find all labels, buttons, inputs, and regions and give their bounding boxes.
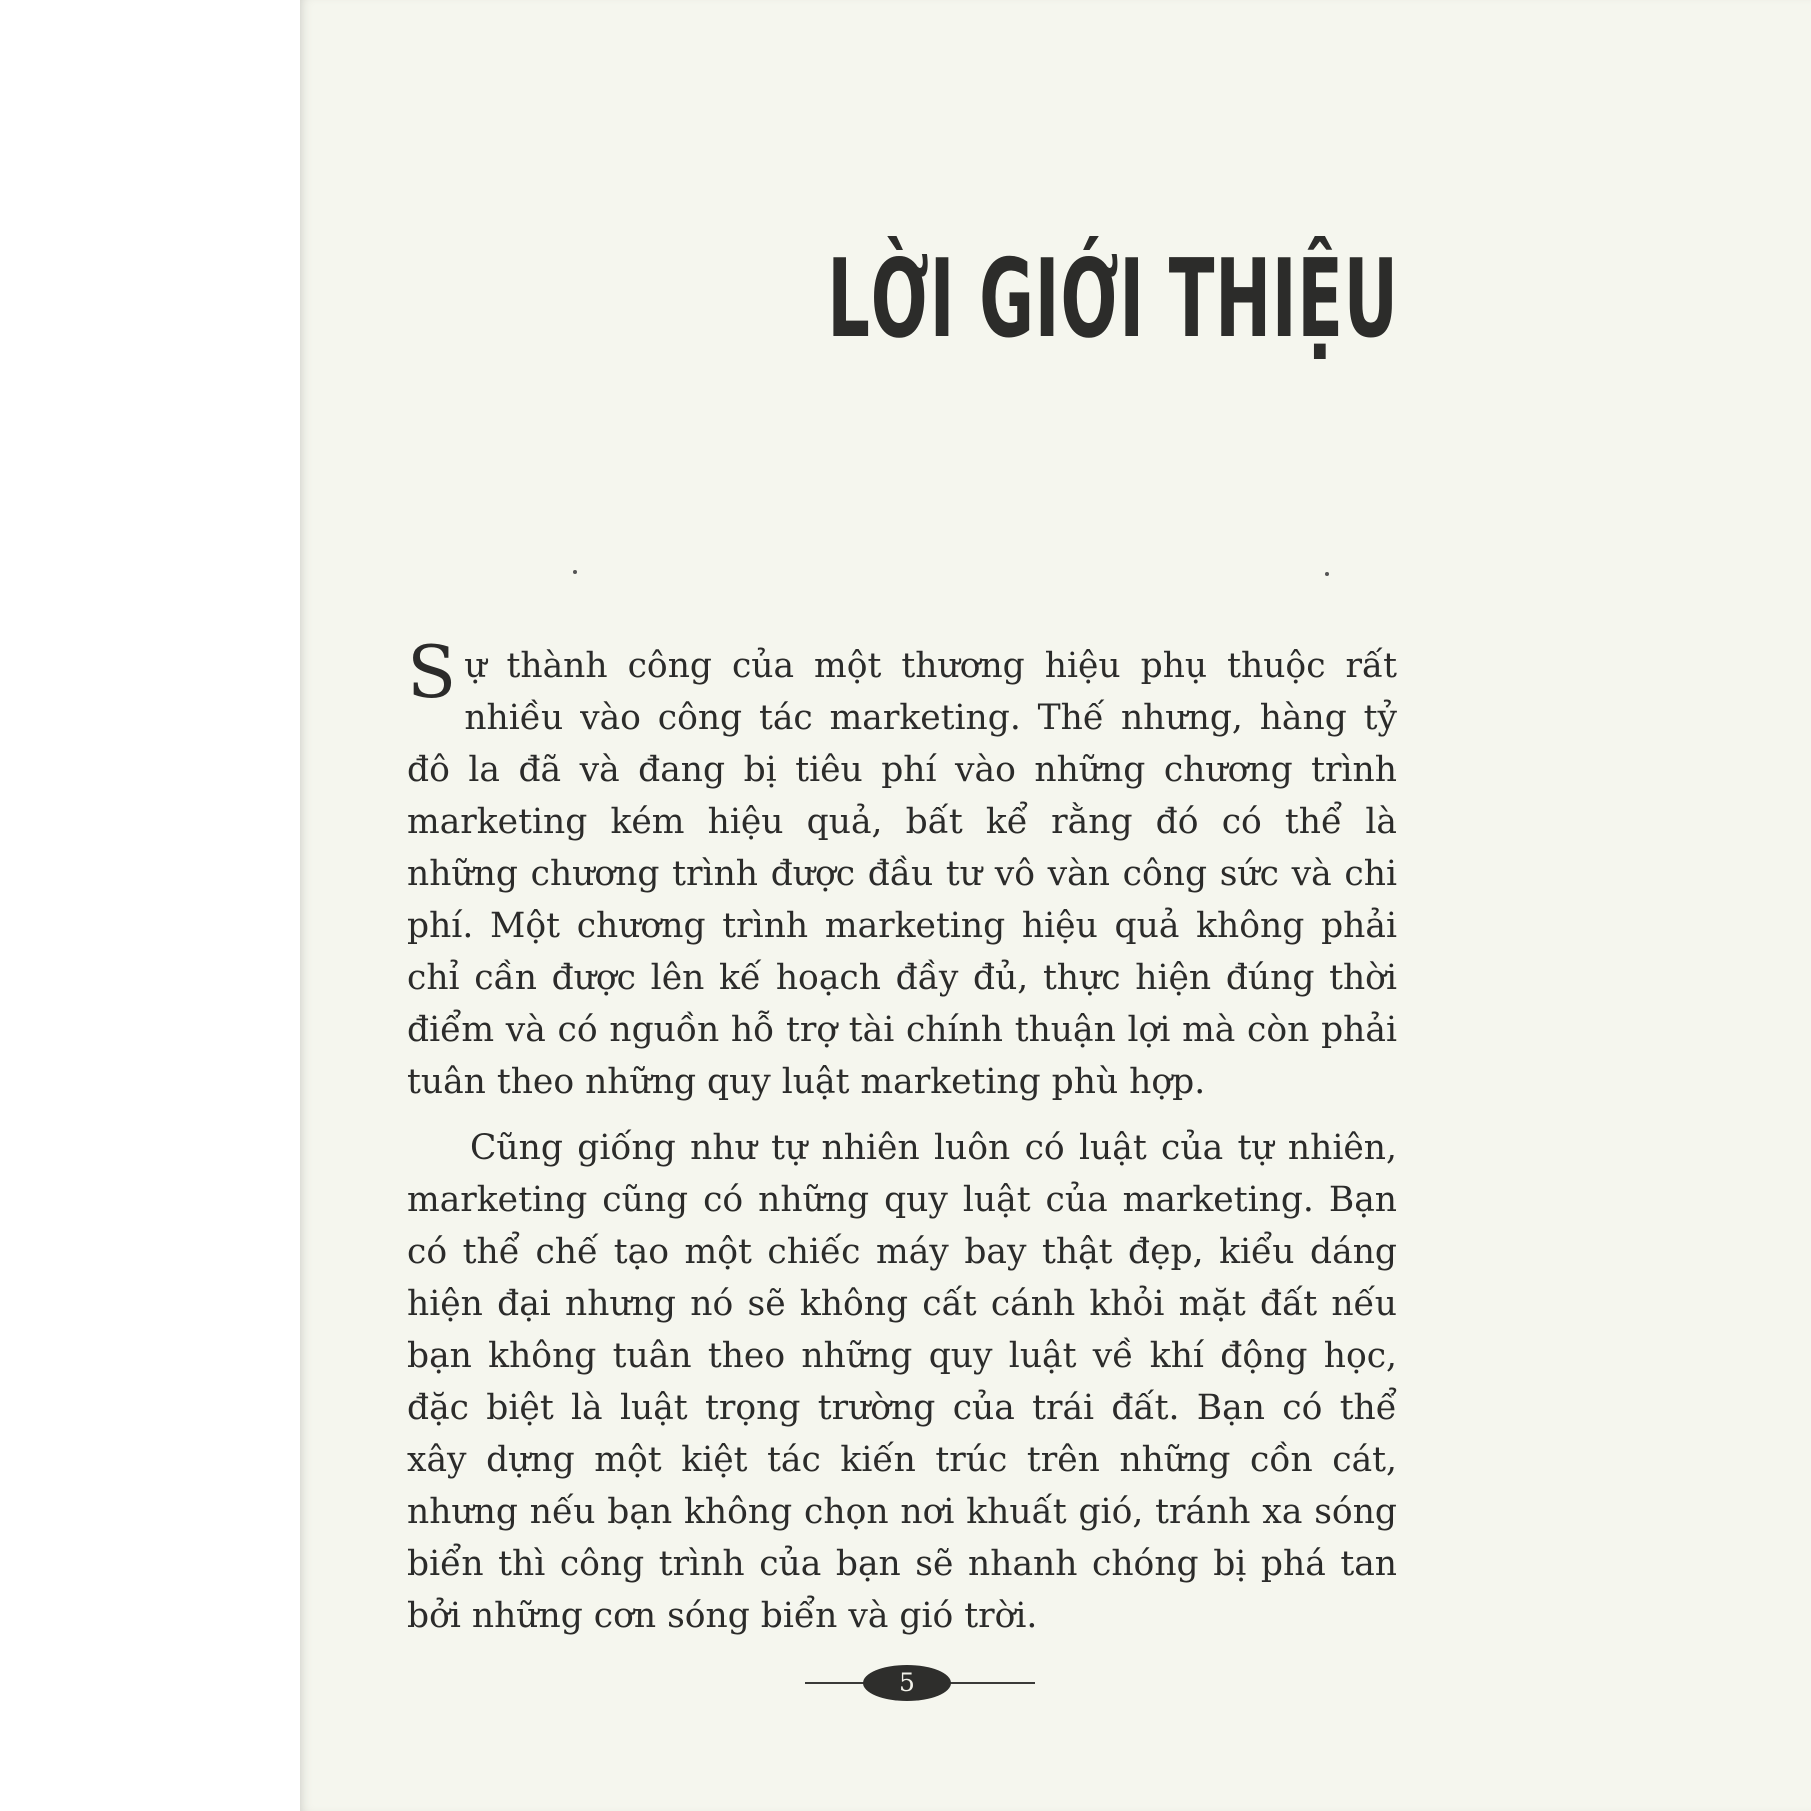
paragraph-1 (407, 630, 1397, 1108)
page-number: 5 (899, 1668, 915, 1697)
body-text (407, 630, 1397, 1642)
chapter-title: LỜI GIỚI THIỆU (827, 237, 1399, 362)
ornament-line-right (940, 1682, 1035, 1684)
book-page (300, 0, 1811, 1811)
drop-cap: S (407, 630, 457, 714)
print-speck (1325, 572, 1329, 576)
page-number-ornament (300, 1663, 1811, 1703)
paragraph-2: Cũng giống như tự nhiên luôn có luật của tự nhiên, marketing cũng có những quy luật của marketing. Bạn có thể chế tạo một chiếc máy bay thật đẹp, kiểu dáng hiện đại nhưng nó sẽ không cất cánh khỏi mặt đất nếu bạn không tuân theo những quy luật về khí động học, đặc biệt là luật trọng trường của trái đất. Bạn có thể xây dựng một kiệt tác kiến trúc trên những cồn cát, nhưng nếu bạn không chọn nơi khuất gió, tránh xa sóng biển thì công trình của bạn sẽ nhanh chóng bị phá tan bởi những cơn sóng biển và gió trời. (407, 1128, 1397, 1636)
paragraph-1-text: ự thành công của một thương hiệu phụ thuộc rất nhiều vào công tác marketing. Thế nhưng, hàng tỷ đô la đã và đang bị tiêu phí vào những chương trình marketing kém hiệu quả, bất kể rằng đó có thể là những chương trình được đầu tư vô vàn công sức và chi phí. Một chương trình marketing hiệu quả không phải chỉ cần được lên kế hoạch đầy đủ, thực hiện đúng thời điểm và có nguồn hỗ trợ tài chính thuận lợi mà còn phải tuân theo những quy luật marketing phù hợp. (407, 646, 1397, 1102)
print-speck (573, 570, 577, 574)
scan-margin (0, 0, 300, 1811)
